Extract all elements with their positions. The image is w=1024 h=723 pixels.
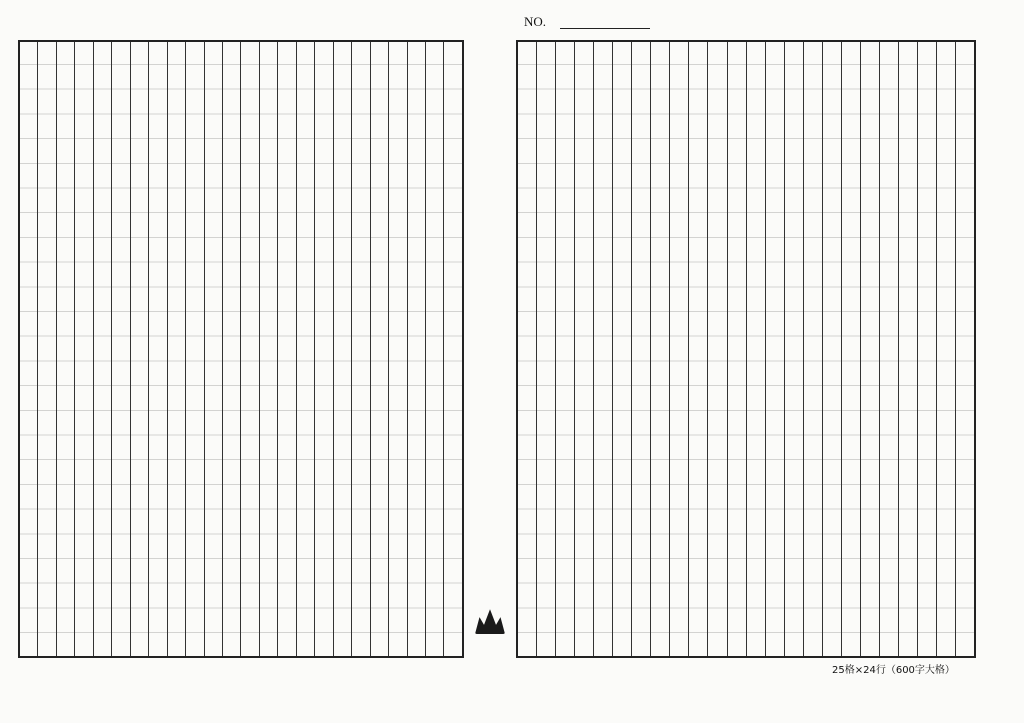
manuscript-column (186, 42, 204, 656)
manuscript-column (334, 42, 352, 656)
paper-spec-footer: 25格×24行（600字大格） (832, 665, 955, 676)
right-page-grid (516, 40, 976, 658)
manuscript-column (371, 42, 389, 656)
publisher-seal (470, 608, 510, 656)
manuscript-column (632, 42, 651, 656)
manuscript-column (689, 42, 708, 656)
manuscript-column (518, 42, 537, 656)
manuscript-column (38, 42, 56, 656)
manuscript-column (168, 42, 186, 656)
manuscript-column (956, 42, 974, 656)
mountain-logo-icon (475, 608, 505, 634)
manuscript-column (651, 42, 670, 656)
page-number-underline (560, 28, 650, 29)
manuscript-column (426, 42, 444, 656)
manuscript-column (94, 42, 112, 656)
manuscript-column (112, 42, 130, 656)
manuscript-column (861, 42, 880, 656)
manuscript-column (708, 42, 727, 656)
manuscript-column (57, 42, 75, 656)
manuscript-column (241, 42, 259, 656)
manuscript-column (766, 42, 785, 656)
manuscript-column (804, 42, 823, 656)
manuscript-column (315, 42, 333, 656)
manuscript-column (899, 42, 918, 656)
manuscript-column (131, 42, 149, 656)
manuscript-column (352, 42, 370, 656)
manuscript-column (537, 42, 556, 656)
manuscript-column (785, 42, 804, 656)
manuscript-column (149, 42, 167, 656)
manuscript-column (918, 42, 937, 656)
manuscript-column (594, 42, 613, 656)
manuscript-column (260, 42, 278, 656)
manuscript-column (20, 42, 38, 656)
manuscript-column (297, 42, 315, 656)
manuscript-column (613, 42, 632, 656)
manuscript-column (75, 42, 93, 656)
manuscript-column (575, 42, 594, 656)
manuscript-column (205, 42, 223, 656)
manuscript-column (747, 42, 766, 656)
manuscript-column (880, 42, 899, 656)
left-page-grid (18, 40, 464, 658)
manuscript-column (556, 42, 575, 656)
manuscript-column (670, 42, 689, 656)
manuscript-column (389, 42, 407, 656)
manuscript-column (408, 42, 426, 656)
manuscript-column (223, 42, 241, 656)
manuscript-column (728, 42, 747, 656)
manuscript-column (937, 42, 956, 656)
manuscript-column (278, 42, 296, 656)
manuscript-column (444, 42, 461, 656)
page-number-label: NO. (524, 14, 547, 29)
manuscript-column (823, 42, 842, 656)
manuscript-column (842, 42, 861, 656)
